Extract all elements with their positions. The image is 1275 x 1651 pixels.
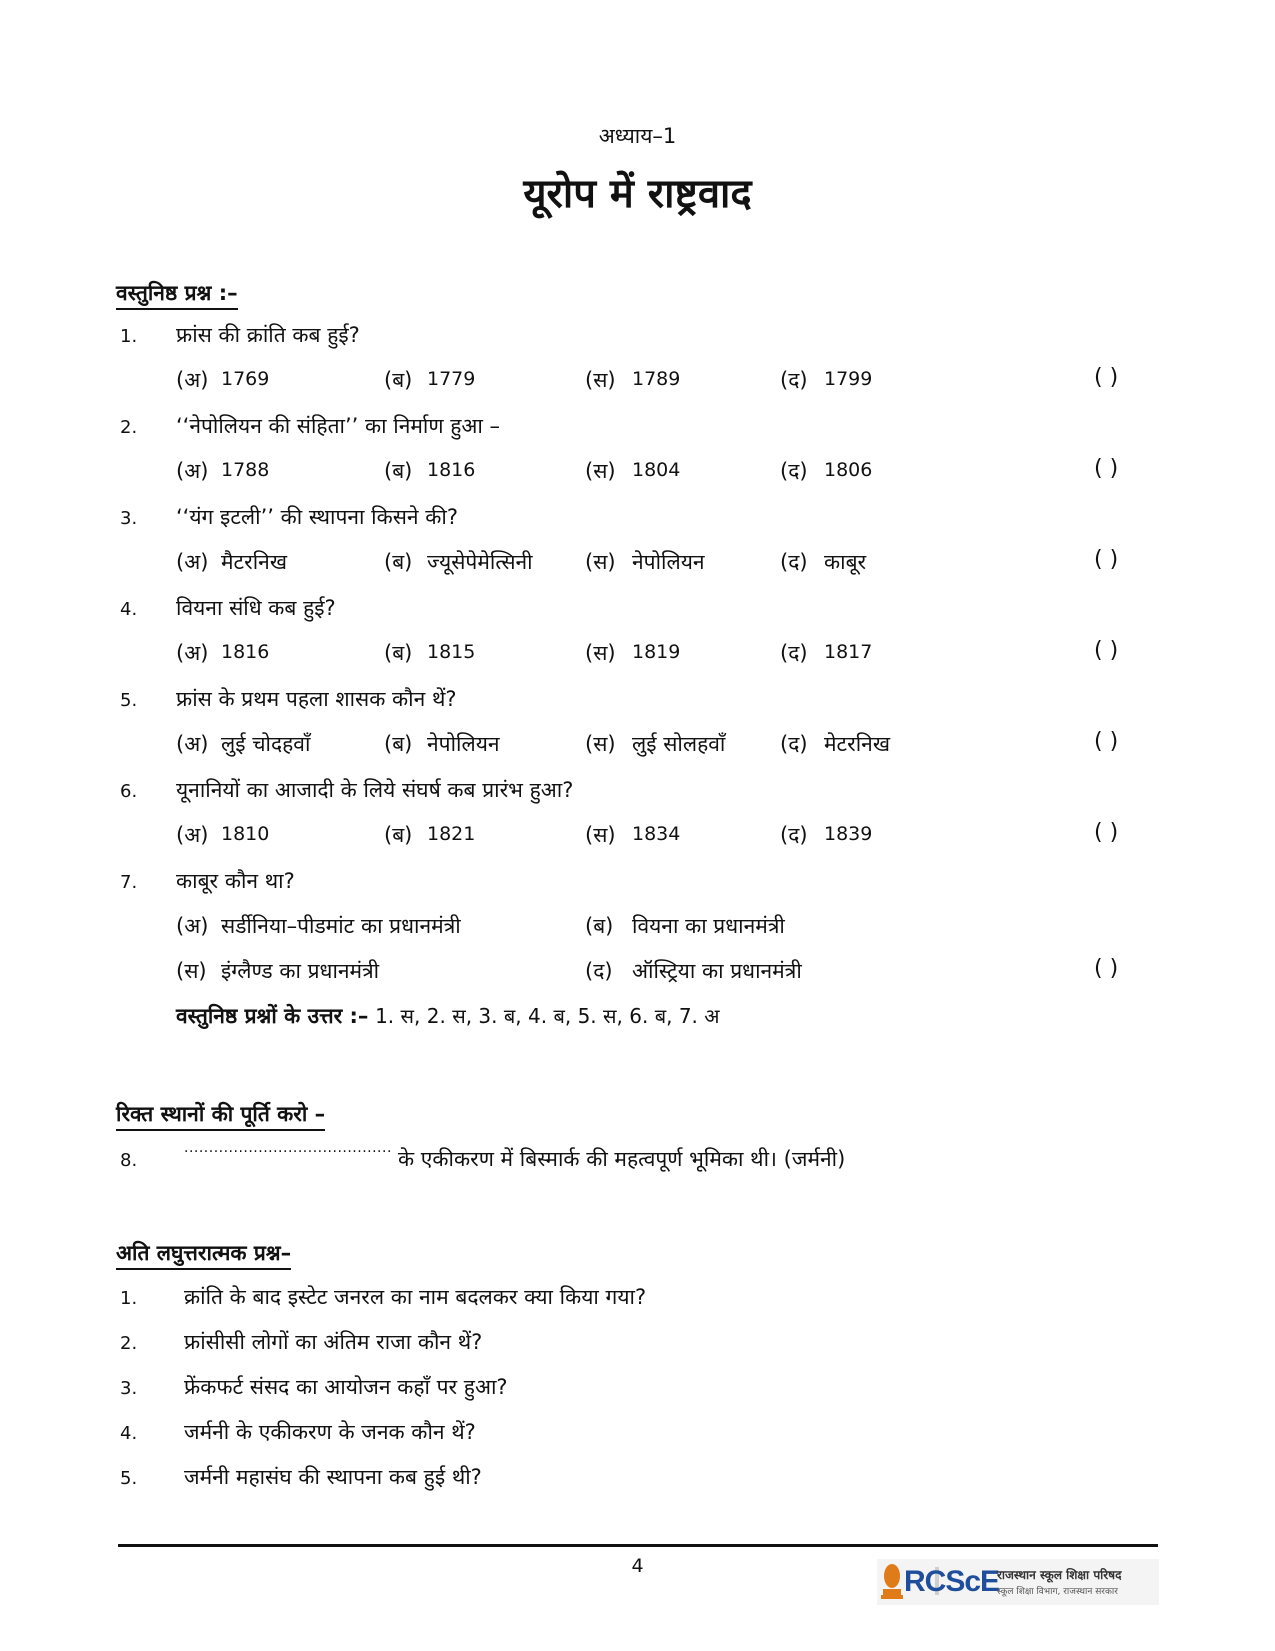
answer-bracket: ( ) — [1094, 820, 1119, 845]
option-label: (द) — [780, 823, 808, 847]
question-text: जर्मनी महासंघ की स्थापना कब हुई थी? — [184, 1465, 482, 1489]
option-value: इंग्लैण्ड का प्रधानमंत्री — [221, 959, 380, 983]
question-number: 5. — [120, 1468, 138, 1489]
question-text: वियना संधि कब हुई? — [176, 596, 336, 620]
option-label: (द) — [780, 732, 808, 756]
option-label: (अ) — [176, 641, 209, 665]
question-number: 8. — [120, 1150, 138, 1171]
option-value: मेटरनिख — [824, 732, 891, 756]
question-number: 2. — [120, 417, 138, 438]
option-value: 1789 — [632, 368, 681, 390]
logo-caption-1: राजस्थान स्कूल शिक्षा परिषद — [997, 1568, 1122, 1582]
option-label: (स) — [585, 368, 616, 392]
answer-bracket: ( ) — [1094, 638, 1119, 663]
option-value: 1816 — [221, 641, 270, 663]
option-value: वियना का प्रधानमंत्री — [632, 914, 785, 938]
objective-answers — [176, 1002, 720, 1030]
footer-divider — [118, 1544, 1158, 1547]
option-value: लुई सोलहवाँ — [632, 732, 726, 756]
question-text: फ्रांसीसी लोगों का अंतिम राजा कौन थें? — [184, 1330, 483, 1354]
option-value: ऑस्ट्रिया का प्रधानमंत्री — [632, 959, 802, 983]
option-label: (अ) — [176, 368, 209, 392]
option-label: (स) — [585, 550, 616, 574]
option-value: 1834 — [632, 823, 681, 845]
question-number: 3. — [120, 508, 138, 529]
blank-line: .......................................... — [184, 1140, 392, 1156]
option-value: नेपोलियन — [427, 732, 500, 756]
option-label: (ब) — [384, 550, 413, 574]
option-value: 1806 — [824, 459, 873, 481]
question-number: 7. — [120, 872, 138, 893]
option-label: (द) — [585, 959, 613, 983]
option-label: (ब) — [585, 914, 614, 938]
question-text: काबूर कौन था? — [176, 869, 295, 893]
option-value: सर्डीनिया–पीडमांट का प्रधानमंत्री — [221, 914, 461, 938]
rcsce-logo — [877, 1559, 1159, 1605]
answers-text: 1. स, 2. स, 3. ब, 4. ब, 5. स, 6. ब, 7. अ — [375, 1004, 720, 1028]
question-number: 1. — [120, 326, 138, 347]
fill-blank-text: के एकीकरण में बिस्मार्क की महत्वपूर्ण भूमिका थी। (जर्मनी) — [398, 1147, 846, 1171]
question-number: 2. — [120, 1333, 138, 1354]
option-label: (स) — [585, 823, 616, 847]
objective-heading: वस्तुनिष्ठ प्रश्न :– — [116, 279, 238, 310]
option-value: ज्यूसेपेमेत्सिनी — [427, 550, 533, 574]
option-value: 1817 — [824, 641, 873, 663]
page-title: यूरोप में राष्ट्रवाद — [523, 171, 752, 217]
answers-label: वस्तुनिष्ठ प्रश्नों के उत्तर :– — [176, 1004, 369, 1028]
question-text: फ्रांस के प्रथम पहला शासक कौन थें? — [176, 687, 457, 711]
logo-text: RCScE — [904, 1565, 1000, 1598]
option-label: (द) — [780, 368, 808, 392]
option-label: (अ) — [176, 550, 209, 574]
option-label: (अ) — [176, 823, 209, 847]
question-number: 6. — [120, 781, 138, 802]
option-label: (अ) — [176, 914, 209, 938]
answer-bracket: ( ) — [1094, 365, 1119, 390]
option-label: (ब) — [384, 459, 413, 483]
question-number: 4. — [120, 599, 138, 620]
question-number: 5. — [120, 690, 138, 711]
option-value: 1788 — [221, 459, 270, 481]
option-value: 1769 — [221, 368, 270, 390]
option-value: 1779 — [427, 368, 476, 390]
answer-bracket: ( ) — [1094, 456, 1119, 481]
option-label: (ब) — [384, 823, 413, 847]
option-label: (द) — [780, 641, 808, 665]
option-value: 1821 — [427, 823, 476, 845]
option-label: (स) — [176, 959, 207, 983]
question-text: ‘‘यंग इटली’’ की स्थापना किसने की? — [176, 505, 458, 529]
option-label: (ब) — [384, 368, 413, 392]
option-label: (स) — [585, 641, 616, 665]
option-label: (ब) — [384, 732, 413, 756]
option-value: 1799 — [824, 368, 873, 390]
answer-bracket: ( ) — [1094, 729, 1119, 754]
option-value: 1815 — [427, 641, 476, 663]
question-text: यूनानियों का आजादी के लिये संघर्ष कब प्रारंभ हुआ? — [176, 778, 574, 802]
option-value: लुई चोदहवाँ — [221, 732, 311, 756]
very-short-heading: अति लघुत्तरात्मक प्रश्न– — [116, 1239, 291, 1270]
question-text: फ्रांस की क्रांति कब हुई? — [176, 323, 360, 347]
option-value: 1819 — [632, 641, 681, 663]
question-text: क्रांति के बाद इस्टेट जनरल का नाम बदलकर क्या किया गया? — [184, 1285, 647, 1309]
option-label: (अ) — [176, 459, 209, 483]
option-label: (स) — [585, 732, 616, 756]
chapter-label: अध्याय–1 — [598, 124, 677, 148]
option-value: नेपोलियन — [632, 550, 705, 574]
option-value: 1810 — [221, 823, 270, 845]
option-label: (अ) — [176, 732, 209, 756]
option-value: 1804 — [632, 459, 681, 481]
page-number: 4 — [631, 1555, 644, 1577]
question-number: 4. — [120, 1423, 138, 1444]
answer-bracket: ( ) — [1094, 956, 1119, 981]
option-value: मैटरनिख — [221, 550, 288, 574]
question-text: जर्मनी के एकीकरण के जनक कौन थें? — [184, 1420, 476, 1444]
fill-blanks-heading: रिक्त स्थानों की पूर्ति करो – — [116, 1100, 325, 1131]
option-label: (ब) — [384, 641, 413, 665]
question-text: फ्रेंकफर्ट संसद का आयोजन कहाँ पर हुआ? — [184, 1375, 508, 1399]
option-value: काबूर — [824, 550, 867, 574]
question-text: ‘‘नेपोलियन की संहिता’’ का निर्माण हुआ – — [176, 414, 501, 438]
answer-bracket: ( ) — [1094, 547, 1119, 572]
option-value: 1816 — [427, 459, 476, 481]
logo-caption-2: स्कूल शिक्षा विभाग, राजस्थान सरकार — [997, 1587, 1118, 1597]
option-label: (द) — [780, 459, 808, 483]
option-label: (द) — [780, 550, 808, 574]
question-number: 1. — [120, 1288, 138, 1309]
option-label: (स) — [585, 459, 616, 483]
question-number: 3. — [120, 1378, 138, 1399]
option-value: 1839 — [824, 823, 873, 845]
